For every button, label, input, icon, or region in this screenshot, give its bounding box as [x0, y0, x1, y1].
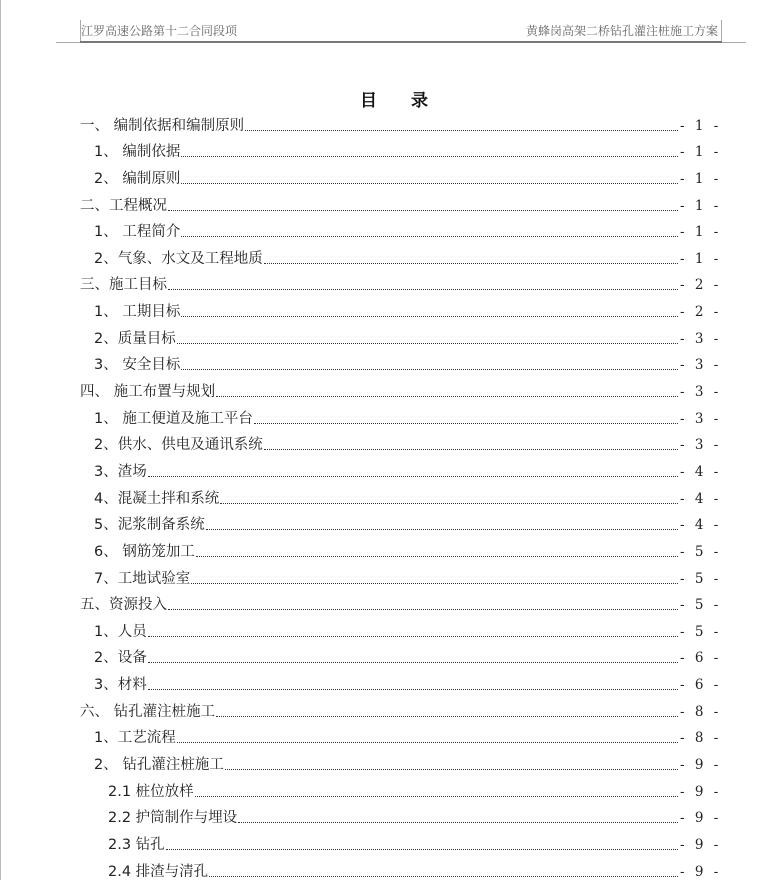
toc-title: 目 录 [360, 91, 442, 111]
toc-page-number: - 3 - [680, 437, 722, 454]
toc-page-number: - 5 - [680, 597, 722, 614]
toc-page-number: - 4 - [680, 463, 722, 480]
toc-dot-leader [148, 688, 678, 690]
toc-entry-label: 2.4 排渣与清孔 [108, 863, 209, 880]
toc-entry-label: 3、 安全目标 [94, 357, 181, 374]
toc-page-number: - 8 - [680, 730, 722, 747]
toc-page-number: - 1 - [680, 117, 722, 134]
toc-entry[interactable] [80, 215, 722, 242]
toc-page-number: - 9 - [680, 757, 722, 774]
toc-entry[interactable] [80, 588, 722, 615]
toc-entry-label: 1、 施工便道及施工平台 [94, 410, 253, 427]
toc-entry-label: 2、 编制原则 [94, 170, 181, 187]
toc-dot-leader [181, 235, 678, 237]
toc-dot-leader [254, 422, 678, 424]
toc-entry-label: 五、资源投入 [80, 597, 167, 614]
toc-dot-leader [196, 555, 678, 557]
toc-dot-leader [216, 395, 678, 397]
toc-dot-leader [238, 821, 678, 823]
toc-page-number: - 1 - [680, 170, 722, 187]
toc-page-number: - 2 - [680, 304, 722, 321]
toc-entry-label: 5、泥浆制备系统 [94, 517, 205, 534]
toc-dot-leader [168, 288, 678, 290]
toc-entry[interactable] [80, 481, 722, 508]
toc-page-number: - 8 - [680, 703, 722, 720]
toc-entry[interactable] [80, 641, 722, 668]
toc-dot-leader [216, 715, 678, 717]
toc-dot-leader [168, 209, 678, 211]
toc-entry[interactable] [80, 854, 722, 881]
toc-entry[interactable] [80, 454, 722, 481]
toc-entry-label: 四、 施工布置与规划 [80, 384, 216, 401]
header-right-text: 黄蜂岗高架二桥钻孔灌注桩施工方案 [525, 24, 718, 38]
toc-page-number: - 1 - [680, 224, 722, 241]
toc-entry-label: 7、工地试验室 [94, 570, 191, 587]
toc-dot-leader [168, 608, 678, 610]
toc-dot-leader [195, 795, 678, 797]
toc-dot-leader [245, 129, 678, 131]
toc-entry[interactable] [80, 774, 722, 801]
toc-entry[interactable] [80, 188, 722, 215]
toc-entry-label: 2、供水、供电及通讯系统 [94, 437, 263, 454]
toc-page-number: - 5 - [680, 570, 722, 587]
toc-entry[interactable] [80, 428, 722, 455]
table-of-contents [80, 108, 722, 881]
toc-page-number: - 9 - [680, 836, 722, 853]
toc-entry[interactable] [80, 721, 722, 748]
toc-entry[interactable] [80, 534, 722, 561]
toc-page-number: - 4 - [680, 517, 722, 534]
toc-entry-label: 2、质量目标 [94, 330, 176, 347]
toc-entry[interactable] [80, 268, 722, 295]
toc-page-number: - 3 - [680, 410, 722, 427]
toc-entry[interactable] [80, 161, 722, 188]
toc-page-number: - 9 - [680, 863, 722, 880]
toc-entry-label: 2、 钻孔灌注桩施工 [94, 757, 224, 774]
header-rule [80, 41, 722, 43]
toc-entry-label: 1、工艺流程 [94, 730, 176, 747]
toc-entry-label: 2、设备 [94, 650, 147, 667]
toc-page-number: - 6 - [680, 650, 722, 667]
toc-dot-leader [264, 448, 678, 450]
toc-dot-leader [148, 475, 678, 477]
toc-page-number: - 1 - [680, 250, 722, 267]
toc-entry[interactable] [80, 694, 722, 721]
margin-mark-right [722, 42, 746, 43]
toc-entry-label: 3、渣场 [94, 463, 147, 480]
toc-entry[interactable] [80, 294, 722, 321]
toc-dot-leader [177, 741, 678, 743]
toc-entry[interactable] [80, 135, 722, 162]
toc-entry[interactable] [80, 614, 722, 641]
toc-dot-leader [220, 502, 678, 504]
toc-entry-label: 6、 钢筋笼加工 [94, 543, 195, 560]
toc-entry[interactable] [80, 348, 722, 375]
toc-dot-leader [225, 768, 678, 770]
toc-dot-leader [148, 635, 678, 637]
toc-page-number: - 4 - [680, 490, 722, 507]
toc-entry[interactable] [80, 561, 722, 588]
toc-dot-leader [181, 155, 678, 157]
toc-page-number: - 9 - [680, 783, 722, 800]
toc-dot-leader [206, 528, 678, 530]
toc-entry[interactable] [80, 108, 722, 135]
toc-dot-leader [181, 315, 678, 317]
toc-page-number: - 1 - [680, 144, 722, 161]
toc-entry-label: 4、混凝土拌和系统 [94, 490, 220, 507]
toc-dot-leader [181, 368, 678, 370]
toc-dot-leader [177, 342, 678, 344]
toc-entry[interactable] [80, 401, 722, 428]
toc-entry[interactable] [80, 374, 722, 401]
toc-entry-label: 1、 编制依据 [94, 144, 181, 161]
toc-entry-label: 1、人员 [94, 623, 147, 640]
toc-entry-label: 2.3 钻孔 [108, 836, 165, 853]
toc-entry-label: 2、气象、水文及工程地质 [94, 250, 263, 267]
toc-entry[interactable] [80, 827, 722, 854]
toc-dot-leader [166, 848, 678, 850]
toc-entry-label: 2.1 桩位放样 [108, 783, 194, 800]
toc-dot-leader [209, 875, 678, 877]
toc-page-number: - 3 - [680, 384, 722, 401]
toc-entry[interactable] [80, 667, 722, 694]
toc-entry[interactable] [80, 241, 722, 268]
toc-entry-label: 1、 工期目标 [94, 304, 181, 321]
toc-entry[interactable] [80, 801, 722, 828]
toc-page-number: - 5 - [680, 623, 722, 640]
toc-dot-leader [181, 182, 678, 184]
toc-page-number: - 5 - [680, 543, 722, 560]
toc-entry-label: 3、材料 [94, 677, 147, 694]
toc-page-number: - 6 - [680, 677, 722, 694]
toc-dot-leader [191, 582, 678, 584]
toc-page-number: - 9 - [680, 810, 722, 827]
toc-page-number: - 3 - [680, 330, 722, 347]
toc-page-number: - 2 - [680, 277, 722, 294]
toc-entry-label: 一、 编制依据和编制原则 [80, 117, 245, 134]
header-corner-right [721, 20, 722, 41]
toc-entry-label: 二、工程概况 [80, 197, 167, 214]
page-left-edge [0, 0, 1, 880]
toc-dot-leader [264, 262, 678, 264]
toc-page-number: - 3 - [680, 357, 722, 374]
toc-entry[interactable] [80, 321, 722, 348]
toc-dot-leader [148, 661, 678, 663]
toc-page-number: - 1 - [680, 197, 722, 214]
toc-entry[interactable] [80, 508, 722, 535]
toc-entry-label: 六、 钻孔灌注桩施工 [80, 703, 216, 720]
toc-entry-label: 2.2 护筒制作与埋设 [108, 810, 238, 827]
toc-entry-label: 三、施工目标 [80, 277, 167, 294]
toc-entry-label: 1、 工程简介 [94, 224, 181, 241]
margin-mark-left [56, 42, 80, 43]
header-left-text: 江罗高速公路第十二合同段项 [81, 24, 238, 38]
toc-entry[interactable] [80, 747, 722, 774]
